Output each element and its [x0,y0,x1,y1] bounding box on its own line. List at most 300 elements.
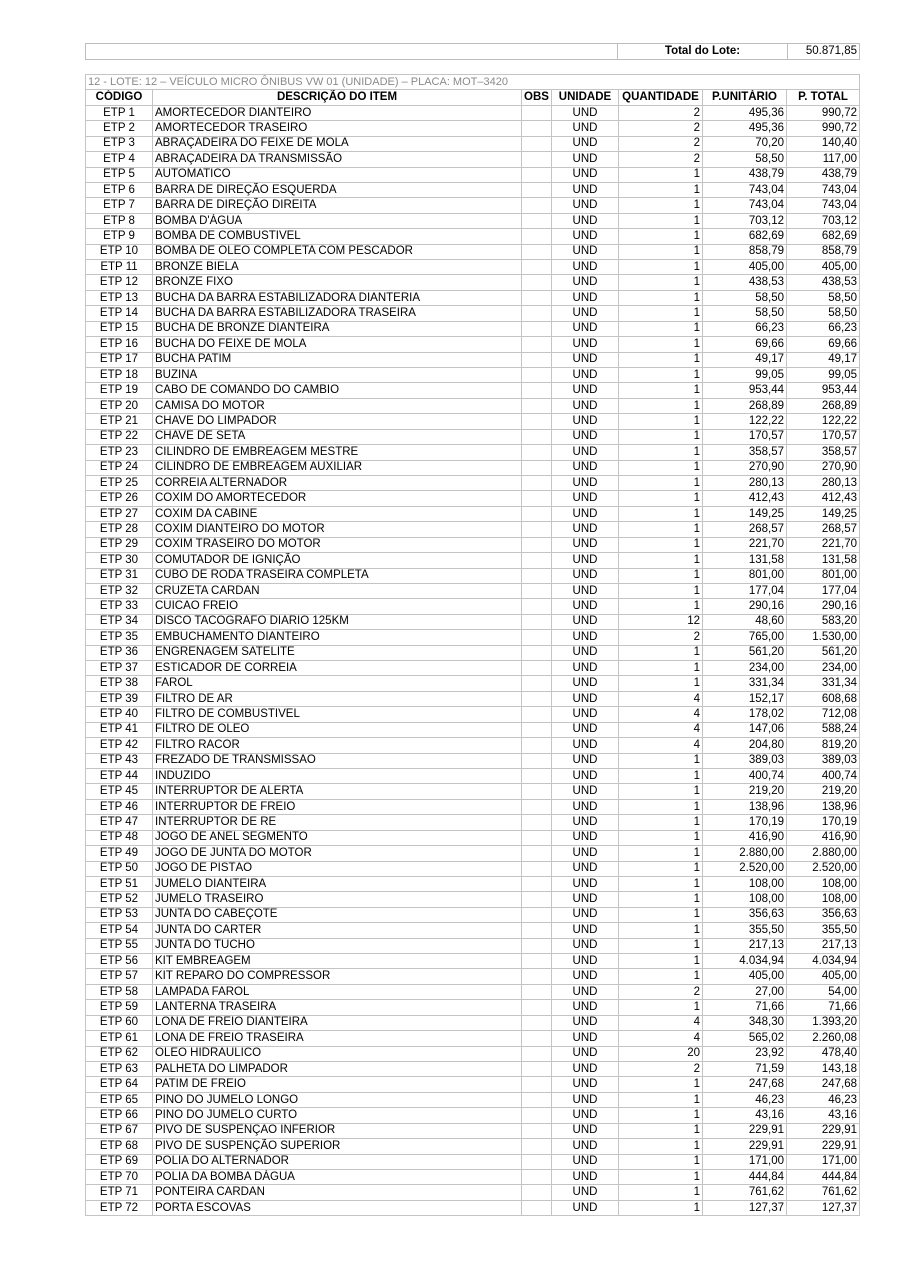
item-unit: UND [552,522,619,537]
table-row [86,707,860,722]
table-row [86,846,860,861]
item-unit-price: 355,50 [703,923,787,938]
item-code: ETP 54 [86,923,153,938]
item-quantity: 1 [619,429,703,444]
item-description: LANTERNA TRASEIRA [153,1000,522,1015]
item-description: PIVO DE SUSPENÇÃO INFERIOR [153,1123,522,1138]
table-row [86,799,860,814]
item-unit: UND [552,368,619,383]
item-quantity: 1 [619,938,703,953]
item-unit: UND [552,753,619,768]
item-description: ABRAÇADEIRA DA TRANSMISSÃO [153,152,522,167]
table-row [86,923,860,938]
item-total: 2.880,00 [787,846,860,861]
item-unit-price: 49,17 [703,352,787,367]
item-unit-price: 23,92 [703,1046,787,1061]
item-unit-price: 108,00 [703,892,787,907]
item-total: 682,69 [787,229,860,244]
lote-total-value: 50.871,85 [788,44,860,60]
item-code: ETP 33 [86,599,153,614]
table-row [86,522,860,537]
item-description: AMORTECEDOR DIANTEIRO [153,105,522,120]
item-unit: UND [552,691,619,706]
item-quantity: 1 [619,861,703,876]
item-description: COMUTADOR DE IGNIÇÃO [153,553,522,568]
header-description: DESCRIÇÃO DO ITEM [153,90,522,105]
item-description: JUMELO TRASEIRO [153,892,522,907]
item-unit: UND [552,830,619,845]
item-unit-price: 4.034,94 [703,954,787,969]
item-unit: UND [552,861,619,876]
item-total: 801,00 [787,568,860,583]
item-total: 170,19 [787,815,860,830]
item-code: ETP 29 [86,537,153,552]
item-description: POLIA DA BOMBA DÁGUA [153,1169,522,1184]
item-quantity: 2 [619,1062,703,1077]
item-quantity: 1 [619,522,703,537]
item-quantity: 1 [619,583,703,598]
table-row [86,429,860,444]
item-total: 438,79 [787,167,860,182]
item-obs [522,753,552,768]
table-row [86,1062,860,1077]
item-unit: UND [552,1154,619,1169]
item-unit-price: 331,34 [703,676,787,691]
table-row [86,1046,860,1061]
item-unit: UND [552,907,619,922]
item-obs [522,1092,552,1107]
item-unit: UND [552,275,619,290]
item-total: 54,00 [787,984,860,999]
item-unit: UND [552,152,619,167]
item-code: ETP 26 [86,491,153,506]
item-quantity: 1 [619,414,703,429]
item-unit-price: 171,00 [703,1154,787,1169]
item-quantity: 1 [619,599,703,614]
item-code: ETP 17 [86,352,153,367]
item-description: COXIM DIANTEIRO DO MOTOR [153,522,522,537]
item-quantity: 1 [619,445,703,460]
table-row [86,599,860,614]
item-unit-price: 58,50 [703,306,787,321]
item-unit: UND [552,352,619,367]
item-obs [522,337,552,352]
item-obs [522,121,552,136]
item-quantity: 1 [619,799,703,814]
item-description: FREZADO DE TRANSMISSÃO [153,753,522,768]
item-obs [522,599,552,614]
item-quantity: 1 [619,275,703,290]
item-description: PONTEIRA CARDAN [153,1185,522,1200]
item-obs [522,522,552,537]
item-unit: UND [552,799,619,814]
item-obs [522,630,552,645]
item-total: 268,89 [787,398,860,413]
item-unit: UND [552,630,619,645]
item-total: 819,20 [787,738,860,753]
item-unit: UND [552,121,619,136]
item-total: 2.260,08 [787,1031,860,1046]
item-unit: UND [552,1092,619,1107]
item-quantity: 1 [619,475,703,490]
table-row [86,614,860,629]
item-unit-price: 221,70 [703,537,787,552]
table-row [86,676,860,691]
item-total: 270,90 [787,460,860,475]
item-quantity: 1 [619,876,703,891]
item-total: 712,08 [787,707,860,722]
item-code: ETP 40 [86,707,153,722]
item-description: BUCHA DA BARRA ESTABILIZADORA TRASEIRA [153,306,522,321]
item-description: COXIM TRASEIRO DO MOTOR [153,537,522,552]
item-description: AUTOMATICO [153,167,522,182]
items-table [85,74,860,1216]
item-unit: UND [552,475,619,490]
item-unit: UND [552,676,619,691]
item-unit-price: 127,37 [703,1200,787,1215]
item-obs [522,661,552,676]
item-total: 588,24 [787,722,860,737]
item-description: BOMBA DE COMBUSTIVEL [153,229,522,244]
item-quantity: 2 [619,105,703,120]
item-code: ETP 10 [86,244,153,259]
item-total: 389,03 [787,753,860,768]
item-quantity: 2 [619,152,703,167]
table-row [86,1169,860,1184]
item-code: ETP 34 [86,614,153,629]
item-obs [522,1123,552,1138]
item-description: BOMBA D'ÁGUA [153,213,522,228]
item-total: 138,96 [787,799,860,814]
item-description: BUCHA DO FEIXE DE MOLA [153,337,522,352]
item-quantity: 1 [619,954,703,969]
item-description: PALHETA DO LIMPADOR [153,1062,522,1077]
item-code: ETP 41 [86,722,153,737]
table-row [86,475,860,490]
item-quantity: 1 [619,1077,703,1092]
item-total: 358,57 [787,445,860,460]
item-obs [522,1185,552,1200]
item-quantity: 1 [619,830,703,845]
item-unit: UND [552,1108,619,1123]
item-obs [522,784,552,799]
item-code: ETP 20 [86,398,153,413]
item-unit-price: 122,22 [703,414,787,429]
item-unit: UND [552,1185,619,1200]
item-quantity: 1 [619,1169,703,1184]
item-description: CABO DE COMANDO DO CAMBIO [153,383,522,398]
item-total: 990,72 [787,121,860,136]
table-row [86,321,860,336]
item-description: DISCO TACOGRAFO DIARIO 125KM [153,614,522,629]
item-description: BUCHA DE BRONZE DIANTEIRA [153,321,522,336]
item-unit-price: 58,50 [703,152,787,167]
item-unit: UND [552,167,619,182]
header-total: P. TOTAL [787,90,860,105]
table-row [86,722,860,737]
lote-title: 12 - LOTE: 12 – VEÍCULO MICRO ÔNIBUS VW 01 (UNIDADE) – PLACA: MOT–3420 [86,75,860,90]
item-total: 229,91 [787,1139,860,1154]
item-obs [522,1015,552,1030]
item-description: CHAVE DO LIMPADOR [153,414,522,429]
item-obs [522,645,552,660]
item-code: ETP 72 [86,1200,153,1215]
item-description: BUCHA PATIM [153,352,522,367]
table-row [86,691,860,706]
item-description: CUICAO FREIO [153,599,522,614]
item-unit-price: 247,68 [703,1077,787,1092]
item-unit-price: 280,13 [703,475,787,490]
item-code: ETP 32 [86,583,153,598]
table-row [86,105,860,120]
item-quantity: 1 [619,198,703,213]
table-row [86,1185,860,1200]
item-unit: UND [552,954,619,969]
item-unit: UND [552,1077,619,1092]
item-code: ETP 52 [86,892,153,907]
item-obs [522,815,552,830]
item-code: ETP 6 [86,182,153,197]
item-unit-price: 177,04 [703,583,787,598]
item-total: 405,00 [787,260,860,275]
item-total: 171,00 [787,1154,860,1169]
item-quantity: 1 [619,846,703,861]
item-code: ETP 21 [86,414,153,429]
item-description: PINO DO JUMELO CURTO [153,1108,522,1123]
item-obs [522,1031,552,1046]
item-code: ETP 43 [86,753,153,768]
item-unit: UND [552,1015,619,1030]
header-unit: UNIDADE [552,90,619,105]
item-quantity: 1 [619,768,703,783]
item-code: ETP 16 [86,337,153,352]
item-obs [522,105,552,120]
item-unit-price: 43,16 [703,1108,787,1123]
item-unit-price: 58,50 [703,290,787,305]
item-description: BRONZE FIXO [153,275,522,290]
item-description: JOGO DE PISTÃO [153,861,522,876]
item-description: BOMBA DE OLEO COMPLETA COM PESCADOR [153,244,522,259]
item-total: 58,50 [787,290,860,305]
table-header-row [86,90,860,105]
item-description: COXIM DA CABINE [153,506,522,521]
item-total: 127,37 [787,1200,860,1215]
item-total: 858,79 [787,244,860,259]
item-unit: UND [552,321,619,336]
table-row [86,553,860,568]
item-unit: UND [552,614,619,629]
item-obs [522,1000,552,1015]
item-description: CUBO DE RODA TRASEIRA COMPLETA [153,568,522,583]
item-description: FAROL [153,676,522,691]
item-unit-price: 565,02 [703,1031,787,1046]
item-code: ETP 25 [86,475,153,490]
item-unit-price: 444,84 [703,1169,787,1184]
item-obs [522,676,552,691]
item-obs [522,553,552,568]
item-obs [522,167,552,182]
item-unit: UND [552,583,619,598]
item-code: ETP 58 [86,984,153,999]
item-code: ETP 45 [86,784,153,799]
item-description: BRONZE BIELA [153,260,522,275]
item-unit: UND [552,306,619,321]
item-description: LONA DE FREIO DIANTEIRA [153,1015,522,1030]
item-total: 108,00 [787,876,860,891]
item-obs [522,583,552,598]
item-quantity: 1 [619,1000,703,1015]
item-unit-price: 858,79 [703,244,787,259]
table-row [86,938,860,953]
item-unit: UND [552,213,619,228]
item-unit: UND [552,1000,619,1015]
item-total: 416,90 [787,830,860,845]
item-quantity: 4 [619,707,703,722]
item-unit: UND [552,491,619,506]
item-total: 217,13 [787,938,860,953]
item-total: 234,00 [787,661,860,676]
item-unit-price: 217,13 [703,938,787,953]
item-unit-price: 389,03 [703,753,787,768]
item-obs [522,213,552,228]
table-row [86,229,860,244]
table-row [86,892,860,907]
item-unit: UND [552,1123,619,1138]
table-row [86,167,860,182]
item-unit: UND [552,290,619,305]
item-description: FILTRO DE COMBUSTIVEL [153,707,522,722]
item-obs [522,799,552,814]
item-description: ESTICADOR DE CORREIA [153,661,522,676]
table-row [86,969,860,984]
item-unit-price: 270,90 [703,460,787,475]
item-total: 290,16 [787,599,860,614]
item-quantity: 1 [619,368,703,383]
item-description: FILTRO DE OLEO [153,722,522,737]
item-total: 66,23 [787,321,860,336]
item-obs [522,321,552,336]
item-unit-price: 108,00 [703,876,787,891]
item-code: ETP 39 [86,691,153,706]
item-total: 229,91 [787,1123,860,1138]
table-row [86,630,860,645]
item-total: 583,20 [787,614,860,629]
item-quantity: 1 [619,1123,703,1138]
item-total: 405,00 [787,969,860,984]
item-obs [522,1062,552,1077]
item-quantity: 1 [619,506,703,521]
table-row [86,1123,860,1138]
item-code: ETP 42 [86,738,153,753]
item-unit-price: 66,23 [703,321,787,336]
item-description: EMBUCHAMENTO DIANTEIRO [153,630,522,645]
item-unit: UND [552,398,619,413]
item-unit-price: 268,89 [703,398,787,413]
item-total: 108,00 [787,892,860,907]
item-total: 4.034,94 [787,954,860,969]
item-description: CHAVE DE SETA [153,429,522,444]
item-code: ETP 69 [86,1154,153,1169]
item-unit-price: 70,20 [703,136,787,151]
item-total: 355,50 [787,923,860,938]
item-code: ETP 67 [86,1123,153,1138]
item-quantity: 1 [619,229,703,244]
item-quantity: 1 [619,213,703,228]
item-unit-price: 131,58 [703,553,787,568]
item-code: ETP 63 [86,1062,153,1077]
item-code: ETP 11 [86,260,153,275]
item-obs [522,445,552,460]
item-total: 2.520,00 [787,861,860,876]
item-obs [522,876,552,891]
item-unit: UND [552,784,619,799]
item-description: JUNTA DO CABEÇOTE [153,907,522,922]
item-obs [522,984,552,999]
table-row [86,815,860,830]
item-unit: UND [552,429,619,444]
item-unit: UND [552,568,619,583]
item-unit-price: 743,04 [703,182,787,197]
item-code: ETP 70 [86,1169,153,1184]
item-obs [522,290,552,305]
item-unit-price: 356,63 [703,907,787,922]
item-obs [522,244,552,259]
item-total: 608,68 [787,691,860,706]
item-unit: UND [552,846,619,861]
item-total: 46,23 [787,1092,860,1107]
item-unit: UND [552,383,619,398]
item-code: ETP 1 [86,105,153,120]
item-description: JUNTA DO CARTER [153,923,522,938]
item-code: ETP 7 [86,198,153,213]
lote-total-spacer [86,44,618,60]
item-total: 953,44 [787,383,860,398]
item-total: 703,12 [787,213,860,228]
item-code: ETP 37 [86,661,153,676]
item-obs [522,491,552,506]
table-row [86,383,860,398]
item-unit: UND [552,815,619,830]
item-description: INTERRUPTOR DE FREIO [153,799,522,814]
item-quantity: 1 [619,167,703,182]
item-description: CAMISA DO MOTOR [153,398,522,413]
item-unit-price: 71,66 [703,1000,787,1015]
item-obs [522,768,552,783]
item-unit-price: 561,20 [703,645,787,660]
table-row [86,414,860,429]
table-row [86,352,860,367]
item-quantity: 1 [619,1200,703,1215]
item-description: POLIA DO ALTERNADOR [153,1154,522,1169]
item-unit: UND [552,182,619,197]
item-unit: UND [552,553,619,568]
item-code: ETP 27 [86,506,153,521]
item-description: ABRAÇADEIRA DO FEIXE DE MOLA [153,136,522,151]
item-total: 247,68 [787,1077,860,1092]
item-description: BUZINA [153,368,522,383]
item-unit: UND [552,707,619,722]
item-unit-price: 412,43 [703,491,787,506]
item-description: CILINDRO DE EMBREAGEM AUXILIAR [153,460,522,475]
item-quantity: 1 [619,1154,703,1169]
item-obs [522,152,552,167]
table-row [86,290,860,305]
table-row [86,244,860,259]
item-unit-price: 495,36 [703,105,787,120]
item-description: COXIM DO AMORTECEDOR [153,491,522,506]
item-total: 478,40 [787,1046,860,1061]
item-code: ETP 48 [86,830,153,845]
